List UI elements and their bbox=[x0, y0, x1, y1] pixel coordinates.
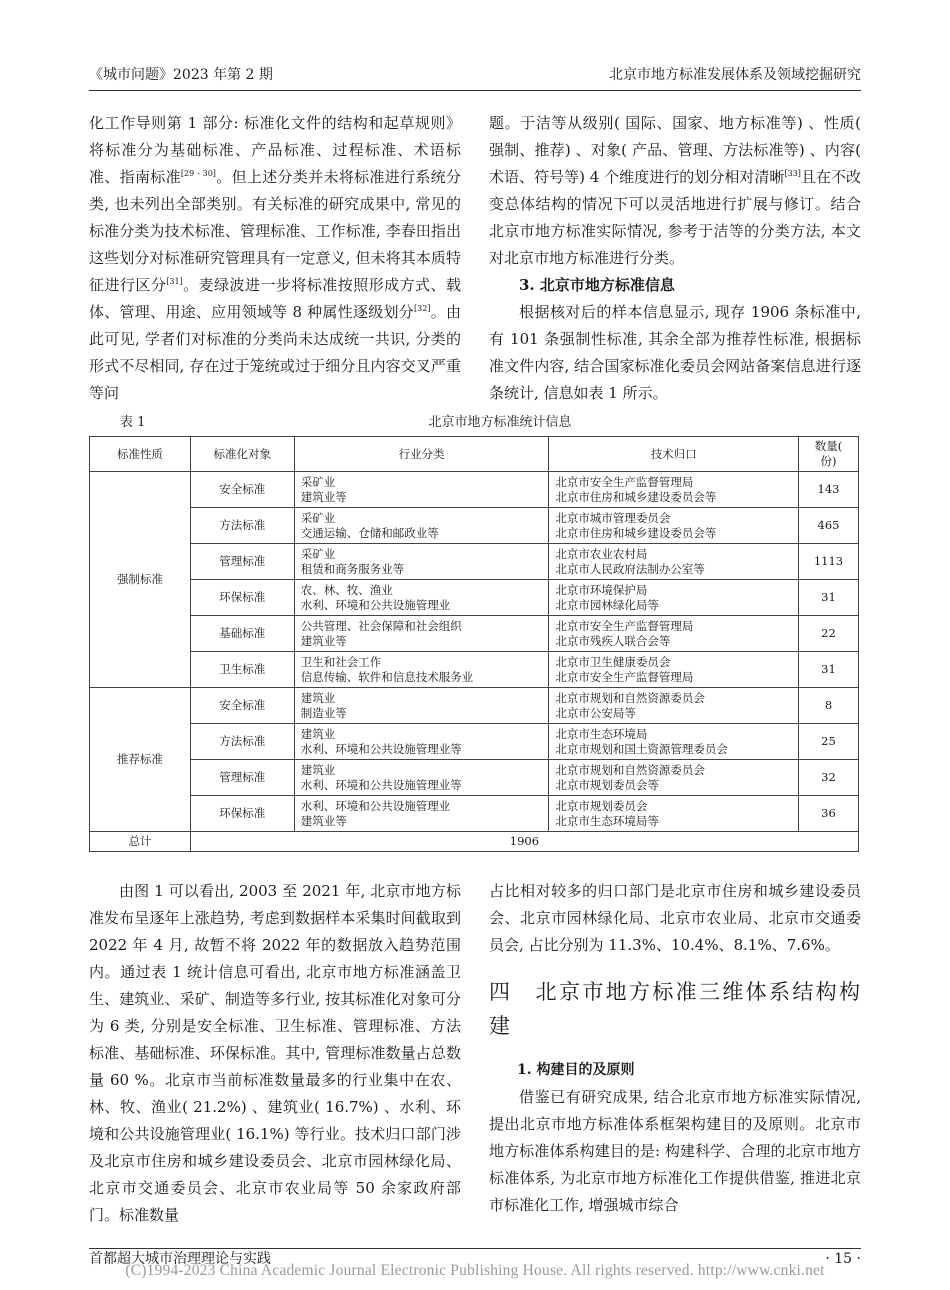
footer-rule bbox=[89, 1248, 861, 1249]
object-cell: 环保标准 bbox=[190, 580, 294, 616]
top-left-column bbox=[89, 110, 461, 407]
section-heading-3: 3. 北京市地方标准信息 bbox=[519, 276, 675, 294]
table-title: 北京市地方标准统计信息 bbox=[428, 415, 572, 430]
column-header: 技术归口 bbox=[549, 437, 799, 472]
dept-cell: 北京市规划委员会 北京市生态环境局等 bbox=[549, 796, 799, 832]
dept-cell: 北京市规划和自然资源委员会 北京市规划委员会等 bbox=[549, 760, 799, 796]
article-short-title: 北京市地方标准发展体系及领域挖掘研究 bbox=[609, 67, 861, 83]
top-right-column bbox=[489, 110, 861, 407]
group-label-mandatory: 强制标准 bbox=[90, 472, 191, 688]
table-row bbox=[90, 472, 859, 508]
count-cell: 31 bbox=[799, 652, 859, 688]
count-cell: 25 bbox=[799, 724, 859, 760]
column-header: 标准化对象 bbox=[190, 437, 294, 472]
column-header: 标准性质 bbox=[90, 437, 191, 472]
bottom-right-column bbox=[489, 878, 861, 1219]
column-name: 首都超大城市治理理论与实践 bbox=[89, 1251, 271, 1267]
object-cell: 管理标准 bbox=[190, 760, 294, 796]
analysis-paragraph: 由图 1 可以看出, 2003 至 2021 年, 北京市地方标准发布呈逐年上涨趋势, 考虑到数据样本采集时间截取到 2022 年 4 月, 故暂不将 2022 年的数据放入趋势范围内。通过表 1 统计信息可看出, 北京市地方标准涵盖卫生、建筑业、采矿、制造等多行业, 按其标准化对象可分为 6 类, 分别是安全标准、卫生标准、管理标准、方法标准、基础标准、环保标准。其中, 管理标准数量占总数量 60 %。北京市当前标准数量最多的行业集中在农、林、牧、渔业( 21.2%) 、建筑业( 16.7%) 、水利、环境和公共设施管理业( 16.1%) 等行业。技术归口部门涉及北京市住房和城乡建设委员会、北京市园林绿化局、北京市交通委员会、北京市农业局等 50 余家政府部门。标准数量 bbox=[89, 882, 461, 1224]
object-cell: 安全标准 bbox=[190, 472, 294, 508]
copyright-watermark: (C)1994-2023 China Academic Journal Electronic Publishing House. All rights reserved. http://www.cnki.net bbox=[125, 1262, 825, 1279]
sub-heading-purpose: 1. 构建目的及原则 bbox=[517, 1062, 635, 1078]
industry-cell: 采矿业 建筑业等 bbox=[294, 472, 549, 508]
table-total-row bbox=[90, 832, 859, 852]
dept-cell: 北京市生态环境局 北京市规划和国土资源管理委员会 bbox=[549, 724, 799, 760]
column-header: 行业分类 bbox=[294, 437, 549, 472]
count-cell: 8 bbox=[799, 688, 859, 724]
count-cell: 36 bbox=[799, 796, 859, 832]
dept-cell: 北京市农业农村局 北京市人民政府法制办公室等 bbox=[549, 544, 799, 580]
citation: [33] bbox=[784, 169, 801, 178]
count-cell: 31 bbox=[799, 580, 859, 616]
continuation-paragraph: 占比相对较多的归口部门是北京市住房和城乡建设委员会、北京市园林绿化局、北京市农业局、北京市交通委员会, 占比分别为 11.3%、10.4%、8.1%、7.6%。 bbox=[489, 882, 861, 954]
table-row bbox=[90, 544, 859, 580]
total-label: 总计 bbox=[90, 832, 191, 852]
dept-cell: 北京市规划和自然资源委员会 北京市公安局等 bbox=[549, 688, 799, 724]
table-label: 表 1 bbox=[120, 415, 146, 430]
column-header: 数量( 份) bbox=[799, 437, 859, 472]
object-cell: 环保标准 bbox=[190, 796, 294, 832]
object-cell: 基础标准 bbox=[190, 616, 294, 652]
table-row bbox=[90, 688, 859, 724]
total-value: 1906 bbox=[190, 832, 858, 852]
industry-cell: 采矿业 交通运输、仓储和邮政业等 bbox=[294, 508, 549, 544]
dept-cell: 北京市卫生健康委员会 北京市安全生产监督管理局 bbox=[549, 652, 799, 688]
object-cell: 方法标准 bbox=[190, 508, 294, 544]
table-row bbox=[90, 724, 859, 760]
table-row bbox=[90, 760, 859, 796]
standards-info-paragraph: 根据核对后的样本信息显示, 现存 1906 条标准中, 有 101 条强制性标准, 其余全部为推荐性标准, 根据标准文件内容, 结合国家标准化委员会网站备案信息进行逐条统计, 信息如表 1 所示。 bbox=[489, 303, 861, 402]
industry-cell: 建筑业 制造业等 bbox=[294, 688, 549, 724]
group-label-recommended: 推荐标准 bbox=[90, 688, 191, 832]
top-right-paragraph: 题。于洁等从级别( 国际、国家、地方标准等) 、性质( 强制、推荐) 、对象( 产品、管理、方法标准等) 、内容( 术语、符号等) 4 个维度进行的划分相对清晰[33]且在不改变总体结构的情况下可以灵活地进行扩展与修订。结合北京市地方标准实际情况, 参考于洁等的分类方法, 本文对北京市地方标准进行分类。 bbox=[489, 114, 861, 267]
dept-cell: 北京市城市管理委员会 北京市住房和城乡建设委员会等 bbox=[549, 508, 799, 544]
industry-cell: 采矿业 租赁和商务服务业等 bbox=[294, 544, 549, 580]
top-left-paragraph: 化工作导则第 1 部分: 标准化文件的结构和起草规则》将标准分为基础标准、产品标准、过程标准、术语标准、指南标准[29 - 30]。但上述分类并未将标准进行系统分类, 也未列出全部类别。有关标准的研究成果中, 常见的标准分类为技术标准、管理标准、工作标准, 李春田指出这些划分对标准研究管理具有一定意义, 但未将其本质特征进行区分[31]。麦绿波进一步将标准按照形成方式、载体、管理、用途、应用领域等 8 种属性逐级划分[32]。由此可见, 学者们对标准的分类尚未达成统一共识, 分类的形式不尽相同, 存在过于笼统或过于细分且内容交叉严重等问 bbox=[89, 114, 461, 402]
running-header bbox=[89, 66, 861, 91]
bottom-left-column bbox=[89, 878, 461, 1229]
citation: [31] bbox=[166, 277, 183, 286]
industry-cell: 卫生和社会工作 信息传输、软件和信息技术服务业 bbox=[294, 652, 549, 688]
object-cell: 管理标准 bbox=[190, 544, 294, 580]
journal-issue: 《城市问题》2023 年第 2 期 bbox=[89, 67, 273, 83]
industry-cell: 农、林、牧、渔业 水利、环境和公共设施管理业 bbox=[294, 580, 549, 616]
dept-cell: 北京市安全生产监督管理局 北京市住房和城乡建设委员会等 bbox=[549, 472, 799, 508]
object-cell: 安全标准 bbox=[190, 688, 294, 724]
count-cell: 1113 bbox=[799, 544, 859, 580]
industry-cell: 水利、环境和公共设施管理业 建筑业等 bbox=[294, 796, 549, 832]
citation: [29 - 30] bbox=[180, 169, 216, 178]
purpose-paragraph: 借鉴已有研究成果, 结合北京市地方标准实际情况, 提出北京市地方标准体系框架构建目的及原则。北京市地方标准体系构建目的是: 构建科学、合理的北京市地方标准体系, 为北京市地方标准化工作提供借鉴, 推进北京市标准化工作, 增强城市综合 bbox=[489, 1088, 861, 1214]
dept-cell: 北京市安全生产监督管理局 北京市残疾人联合会等 bbox=[549, 616, 799, 652]
count-cell: 143 bbox=[799, 472, 859, 508]
industry-cell: 建筑业 水利、环境和公共设施管理业等 bbox=[294, 724, 549, 760]
table-row bbox=[90, 796, 859, 832]
count-cell: 32 bbox=[799, 760, 859, 796]
object-cell: 卫生标准 bbox=[190, 652, 294, 688]
industry-cell: 公共管理、社会保障和社会组织 建筑业等 bbox=[294, 616, 549, 652]
table-row bbox=[90, 508, 859, 544]
standards-statistics-table bbox=[89, 436, 859, 852]
object-cell: 方法标准 bbox=[190, 724, 294, 760]
table-row bbox=[90, 580, 859, 616]
citation: [32] bbox=[414, 304, 431, 313]
table-row bbox=[90, 616, 859, 652]
page-number: · 15 · bbox=[825, 1251, 861, 1267]
table-header-row bbox=[90, 437, 859, 472]
count-cell: 22 bbox=[799, 616, 859, 652]
dept-cell: 北京市环境保护局 北京市园林绿化局等 bbox=[549, 580, 799, 616]
industry-cell: 建筑业 水利、环境和公共设施管理业等 bbox=[294, 760, 549, 796]
count-cell: 465 bbox=[799, 508, 859, 544]
section-title-4: 四 北京市地方标准三维体系结构构建 bbox=[489, 980, 861, 1038]
table-row bbox=[90, 652, 859, 688]
